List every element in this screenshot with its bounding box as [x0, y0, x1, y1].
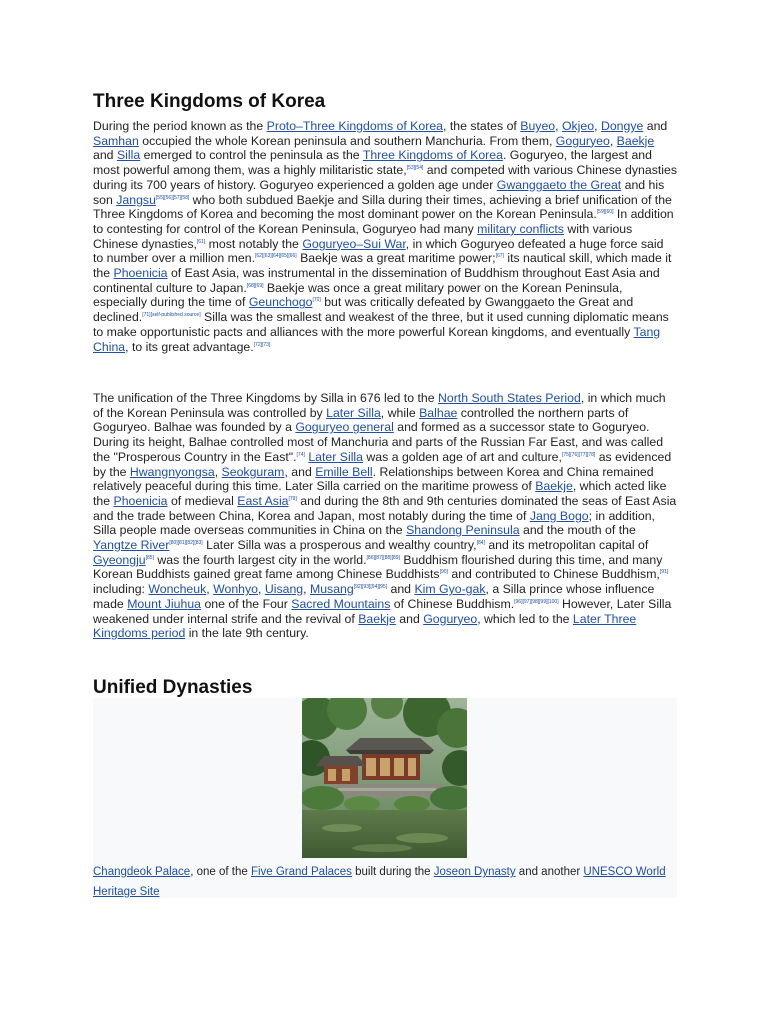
text-run: and during the 8th and 9th centuries dominated the seas of East Asia and the trade between China, Korea and Japan, most notably during the time of: [93, 493, 677, 523]
link-phoenicia[interactable]: Phoenicia: [113, 493, 168, 508]
link-yangtze-river[interactable]: Yangtze River: [93, 538, 170, 553]
text-run: of East Asia, was instrumental in the dissemination of Buddhism throughout East Asia and continental culture to Japan.: [93, 266, 660, 295]
link-proto-three-kingdoms-of-korea[interactable]: Proto–Three Kingdoms of Korea: [266, 119, 443, 133]
text-run: However, Later Silla weakened under internal strife and the revival of: [93, 596, 672, 626]
link-baekje[interactable]: Baekje: [358, 611, 396, 626]
link-gyeongju[interactable]: Gyeongju: [93, 552, 146, 567]
text-run: ; in addition, Silla people made overseas communities in China on the: [93, 508, 655, 538]
text-run: most notably the: [205, 236, 303, 251]
text-run: Later Silla was a prosperous and wealthy country,: [202, 538, 477, 553]
link-goguryeo-general[interactable]: Goguryeo general: [295, 420, 394, 435]
citation-reference[interactable]: [68][69]: [246, 282, 264, 289]
text-run: occupied the whole Korean peninsula and southern Manchuria. From them,: [138, 133, 556, 148]
text-run: ,: [258, 582, 265, 597]
link-emille-bell[interactable]: Emille Bell: [315, 464, 373, 479]
text-run: , a Silla prince whose influence made: [93, 582, 655, 611]
text-run: ,: [303, 582, 310, 597]
link-kim-gyo-gak[interactable]: Kim Gyo-gak: [414, 582, 486, 597]
text-run: , the states of: [443, 119, 521, 133]
link-goguryeo-sui-war[interactable]: Goguryeo–Sui War: [302, 236, 406, 251]
text-run: was a golden age of art and culture,: [363, 449, 562, 464]
text-run: , which led to the: [477, 611, 573, 626]
text-run: ,: [609, 133, 617, 148]
link-tang-china[interactable]: Tang China: [93, 324, 661, 354]
text-run: and his son: [93, 177, 665, 207]
link-unesco-world-heritage-site[interactable]: UNESCO World Heritage Site: [93, 866, 666, 898]
citation-reference[interactable]: [59][60]: [596, 209, 614, 216]
figure-changdeok-palace: [93, 698, 677, 898]
link-phoenicia[interactable]: Phoenicia: [113, 266, 168, 281]
citation-reference[interactable]: [84]: [476, 540, 485, 547]
paragraph-three-kingdoms: [93, 119, 677, 354]
citation-reference[interactable]: [96][97][98][99][100]: [514, 598, 559, 605]
link-okjeo[interactable]: Okjeo: [561, 119, 595, 133]
citation-reference[interactable]: [61]: [196, 238, 206, 245]
text-run: Baekje was a great maritime power;: [296, 251, 496, 266]
link-baekje[interactable]: Baekje: [535, 479, 573, 494]
citation-reference[interactable]: [80][81][82][83]: [169, 540, 203, 547]
text-run: of Chinese Buddhism.: [390, 596, 515, 611]
text-run: with various Chinese dynasties,: [93, 221, 633, 251]
text-run: and its metropolitan capital of: [484, 538, 649, 553]
link-buyeo[interactable]: Buyeo: [520, 119, 556, 133]
figure-caption: [93, 862, 677, 902]
link-changdeok-palace[interactable]: Changdeok Palace: [93, 866, 191, 878]
text-run: as evidenced by the: [93, 449, 672, 479]
link-goguryeo[interactable]: Goguryeo: [555, 133, 610, 148]
text-run: ,: [594, 119, 601, 133]
link-geunchogo[interactable]: Geunchogo: [248, 295, 313, 310]
link-balhae[interactable]: Balhae: [419, 405, 458, 420]
text-run: was the fourth largest city in the world.: [153, 552, 367, 567]
text-run: and competed with various Chinese dynasties during its 700 years of history. Goguryeo experienced a golden age under: [93, 163, 677, 192]
text-run: and another: [515, 866, 584, 878]
citation-reference[interactable]: [75][76][77][78]: [561, 451, 596, 458]
link-shandong-peninsula[interactable]: Shandong Peninsula: [406, 523, 520, 538]
citation-reference[interactable]: [71][self-published source]: [142, 312, 201, 319]
text-run: , in which Goguryeo defeated a huge force said to number over a million men.: [93, 236, 664, 266]
link-musang[interactable]: Musang: [309, 582, 354, 597]
citation-reference[interactable]: [55][56][57][58]: [155, 194, 190, 201]
link-gwanggaeto-the-great[interactable]: Gwanggaeto the Great: [496, 177, 622, 192]
citation-reference[interactable]: [70]: [312, 297, 321, 304]
text-run: in the late 9th century.: [185, 626, 309, 641]
link-east-asia[interactable]: East Asia: [237, 493, 289, 508]
link-later-silla[interactable]: Later Silla: [326, 405, 381, 420]
text-run: built during the: [351, 866, 434, 878]
text-run: and: [643, 119, 668, 133]
text-run: ,: [214, 464, 222, 479]
text-run: Baekje was once a great military power on the Korean Peninsula, especially during the time of: [93, 280, 623, 310]
text-run: and: [387, 582, 415, 597]
link-hwangnyongsa[interactable]: Hwangnyongsa: [129, 464, 215, 479]
text-run: controlled the northern parts of Goguryeo. Balhae was founded by a: [93, 405, 629, 435]
section-heading-unified-dynasties: Unified Dynasties: [93, 677, 253, 698]
link-jang-bogo[interactable]: Jang Bogo: [529, 508, 589, 523]
text-run: of medieval: [167, 493, 238, 508]
link-later-silla[interactable]: Later Silla: [308, 449, 363, 464]
link-three-kingdoms-of-korea[interactable]: Three Kingdoms of Korea: [362, 148, 503, 163]
text-run: and: [93, 148, 117, 163]
link-samhan[interactable]: Samhan: [93, 133, 139, 148]
link-goguryeo[interactable]: Goguryeo: [423, 611, 478, 626]
text-run: During the period known as the: [93, 119, 267, 133]
palace-photo[interactable]: [302, 698, 467, 858]
section-heading-three-kingdoms: Three Kingdoms of Korea: [93, 91, 326, 112]
link-joseon-dynasty[interactable]: Joseon Dynasty: [433, 866, 516, 878]
paragraph-unification: [93, 391, 677, 641]
citation-reference[interactable]: [67]: [495, 253, 504, 260]
link-sacred-mountains[interactable]: Sacred Mountains: [291, 596, 391, 611]
text-run: and: [395, 611, 424, 626]
citation-reference[interactable]: [62][63][64][65][66]: [254, 253, 297, 260]
text-run: Silla was the smallest and weakest of the three, but it used cunning diplomatic means to make opportunistic pacts and alliances with the more powerful Korean kingdoms, and eventually: [93, 310, 669, 339]
link-later-three-kingdoms-period[interactable]: Later Three Kingdoms period: [93, 611, 637, 641]
link-military-conflicts[interactable]: military conflicts: [477, 221, 564, 236]
text-run: and contributed to Chinese Buddhism,: [447, 567, 660, 582]
text-run: who both subdued Baekje and Silla during their times, achieving a brief unification of the Three Kingdoms of Korea and becoming the most dominant power on the Korean Peninsula.: [93, 192, 672, 222]
citation-reference[interactable]: [53][54]: [406, 165, 424, 172]
link-seokguram[interactable]: Seokguram: [221, 464, 285, 479]
text-run: Buddhism flourished during this time, and many Korean Buddhists gained great fame among Chinese Buddhists: [93, 552, 663, 582]
link-silla[interactable]: Silla: [116, 148, 141, 163]
text-run: . Goguryeo, the largest and most powerful among them, was a highly militaristic state,: [93, 148, 652, 178]
link-woncheuk[interactable]: Woncheuk: [148, 582, 207, 597]
text-run: , to its great advantage.: [125, 339, 254, 354]
text-run: emerged to control the peninsula as the: [140, 148, 363, 163]
citation-reference[interactable]: [92][93][94][95]: [353, 584, 388, 591]
text-run: and the mouth of the: [519, 523, 636, 538]
text-run: In addition to contesting for control of the Korean Peninsula, Goguryeo had many: [93, 207, 674, 236]
citation-reference[interactable]: [86][87][88][89]: [366, 554, 400, 561]
link-wonhyo[interactable]: Wonhyo: [213, 582, 258, 597]
text-run: , in which much of the Korean Peninsula was controlled by: [93, 391, 666, 420]
citation-reference[interactable]: [91]: [659, 569, 669, 576]
citation-reference[interactable]: [90]: [439, 569, 448, 576]
text-run: but was critically defeated by Gwanggaeto the Great and declined.: [93, 295, 634, 325]
link-jangsu[interactable]: Jangsu: [116, 192, 156, 207]
link-north-south-states-period[interactable]: North South States Period: [437, 391, 581, 405]
text-run: and formed as a successor state to Goguryeo. During its height, Balhae controlled most of Manchuria and parts of the Russian Far East, and was called the "Prosperous Country in the East".: [93, 420, 664, 464]
palace-illustration: [302, 698, 467, 858]
citation-reference[interactable]: [85]: [145, 554, 154, 561]
text-run: ,: [555, 119, 562, 133]
citation-reference[interactable]: [79]: [288, 495, 297, 502]
link-five-grand-palaces[interactable]: Five Grand Palaces: [250, 866, 352, 878]
text-run: , while: [380, 405, 420, 420]
link-mount-jiuhua[interactable]: Mount Jiuhua: [127, 596, 202, 611]
link-dongye[interactable]: Dongye: [600, 119, 644, 133]
text-run: one of the Four: [201, 596, 292, 611]
text-run: . Relationships between Korea and China remained relatively peaceful during this time. Later Silla carried on the maritime prowess of: [93, 464, 654, 494]
text-run: The unification of the Three Kingdoms by Silla in 676 led to the: [93, 391, 438, 405]
text-run: , which acted like the: [93, 479, 667, 508]
link-uisang[interactable]: Uisang: [264, 582, 304, 597]
text-run: ,: [206, 582, 214, 597]
text-run: , one of the: [190, 866, 251, 878]
citation-reference[interactable]: [74]: [296, 451, 305, 458]
text-run: its nautical skill, which made it the: [93, 251, 672, 281]
text-run: including:: [93, 582, 149, 597]
text-run: , and: [284, 464, 316, 479]
citation-reference[interactable]: [72][73]: [253, 341, 271, 348]
link-baekje[interactable]: Baekje: [616, 133, 655, 148]
